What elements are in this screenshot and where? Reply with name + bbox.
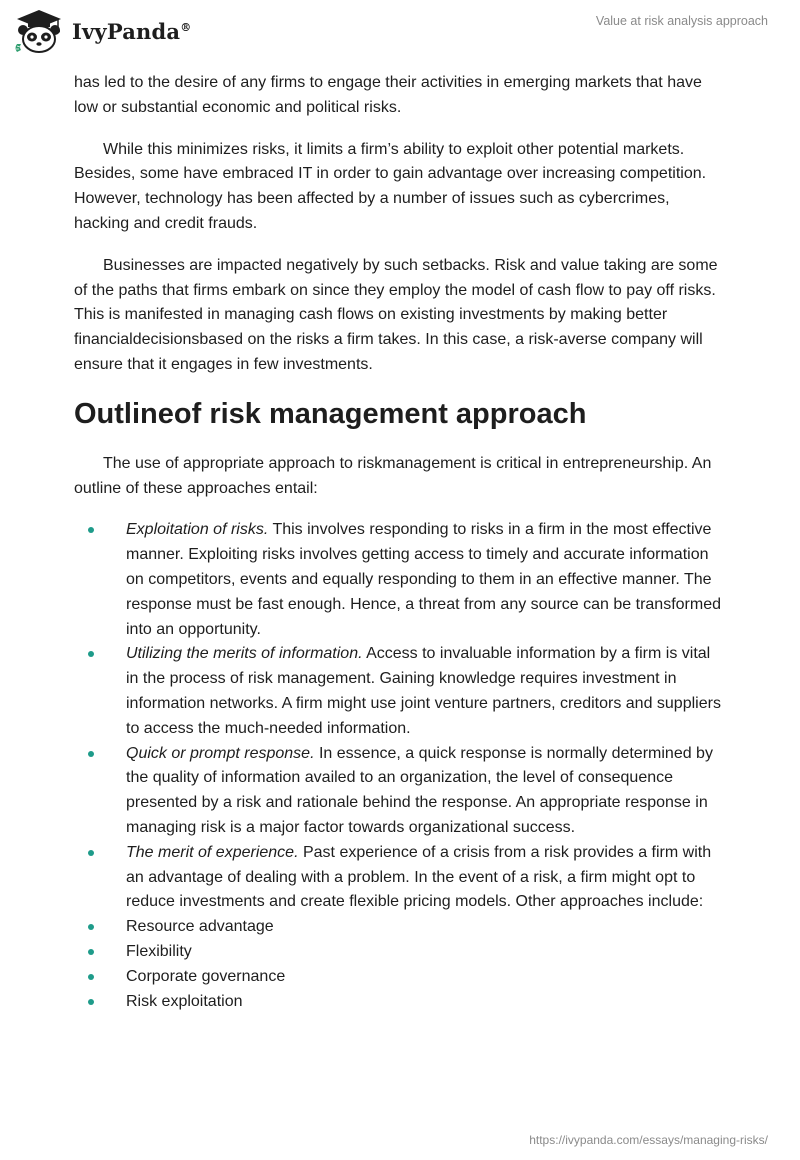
essay-body	[74, 71, 724, 1014]
list-item-text: This involves responding to risks in a firm in the most effective manner. Exploiting risks involves getting access to timely and accurate information on competitors, events and equally responding to them in an effective manner. The response must be fast enough. Hence, a threat from any source can be transformed into an opportunity.	[126, 521, 721, 638]
list-item-term: The merit of experience.	[126, 843, 299, 861]
section-heading: Outlineof risk management approach	[74, 397, 587, 430]
list-item-term: Quick or prompt response.	[126, 744, 315, 762]
ivypanda-logo[interactable]	[14, 8, 191, 54]
list-item-term: Utilizing the merits of information.	[126, 645, 363, 663]
list-item	[74, 841, 724, 915]
list-item-text: Past experience of a crisis from a risk provides a firm with an advantage of dealing with a problem. In the event of a risk, a firm might opt to reduce investments and create flexible pricing models. Other approaches include:	[126, 843, 712, 911]
bullet-icon	[88, 974, 94, 980]
list-item	[74, 990, 724, 1015]
bullet-icon	[88, 527, 94, 533]
brand-name: IvyPanda®	[72, 18, 192, 44]
list-item	[74, 940, 724, 965]
bullet-icon	[88, 949, 94, 955]
paragraph: has led to the desire of any firms to engage their activities in emerging markets that have low or substantial economic and political risks.	[74, 74, 702, 116]
document-title: Value at risk analysis approach	[595, 14, 768, 28]
list-item	[74, 965, 724, 990]
bullet-icon	[88, 751, 94, 757]
paragraph: While this minimizes risks, it limits a firm’s ability to exploit other potential markets. Besides, some have embraced IT in order to gain advantage over increasing competition. However, technology has been affected by a number of issues such as cybercrimes, hacking and credit frauds.	[74, 140, 707, 232]
approach-list	[74, 518, 724, 1014]
list-item	[74, 915, 724, 940]
bullet-icon	[88, 999, 94, 1005]
list-item-text: Resource advantage	[126, 918, 274, 936]
bullet-icon	[88, 651, 94, 657]
panda-graduate-icon	[14, 8, 64, 54]
list-item-term: Exploitation of risks.	[126, 521, 269, 539]
source-url-link[interactable]: https://ivypanda.com/essays/managing-risks/	[529, 1133, 768, 1147]
bullet-icon	[88, 850, 94, 856]
list-item-text: Access to invaluable information by a firm is vital in the process of risk management. Gaining knowledge requires investment in information networks. A firm might use joint venture partners, creditors and suppliers to access the much-needed information.	[126, 645, 721, 737]
bullet-icon	[88, 924, 94, 930]
list-item-text: Risk exploitation	[126, 992, 243, 1010]
list-item-text: Corporate governance	[126, 967, 286, 985]
section-intro: The use of appropriate approach to riskmanagement is critical in entrepreneurship. An outline of these approaches entail:	[74, 454, 712, 497]
list-item-text: In essence, a quick response is normally determined by the quality of information availed to an organization, the level of consequence presented by a risk and rationale behind the response. An appropriate response in managing risk is a major factor towards organizational success.	[126, 744, 713, 836]
paragraph: Businesses are impacted negatively by such setbacks. Risk and value taking are some of the paths that firms embark on since they employ the model of cash flow to pay off risks. This is manifested in managing cash flows on existing investments by making better financialdecisionsbased on the risks a firm takes. In this case, a risk-averse company will ensure that it engages in few investments.	[74, 256, 718, 373]
list-item	[74, 742, 724, 841]
list-item	[74, 518, 724, 642]
list-item	[74, 642, 724, 741]
list-item-text: Flexibility	[126, 942, 192, 960]
